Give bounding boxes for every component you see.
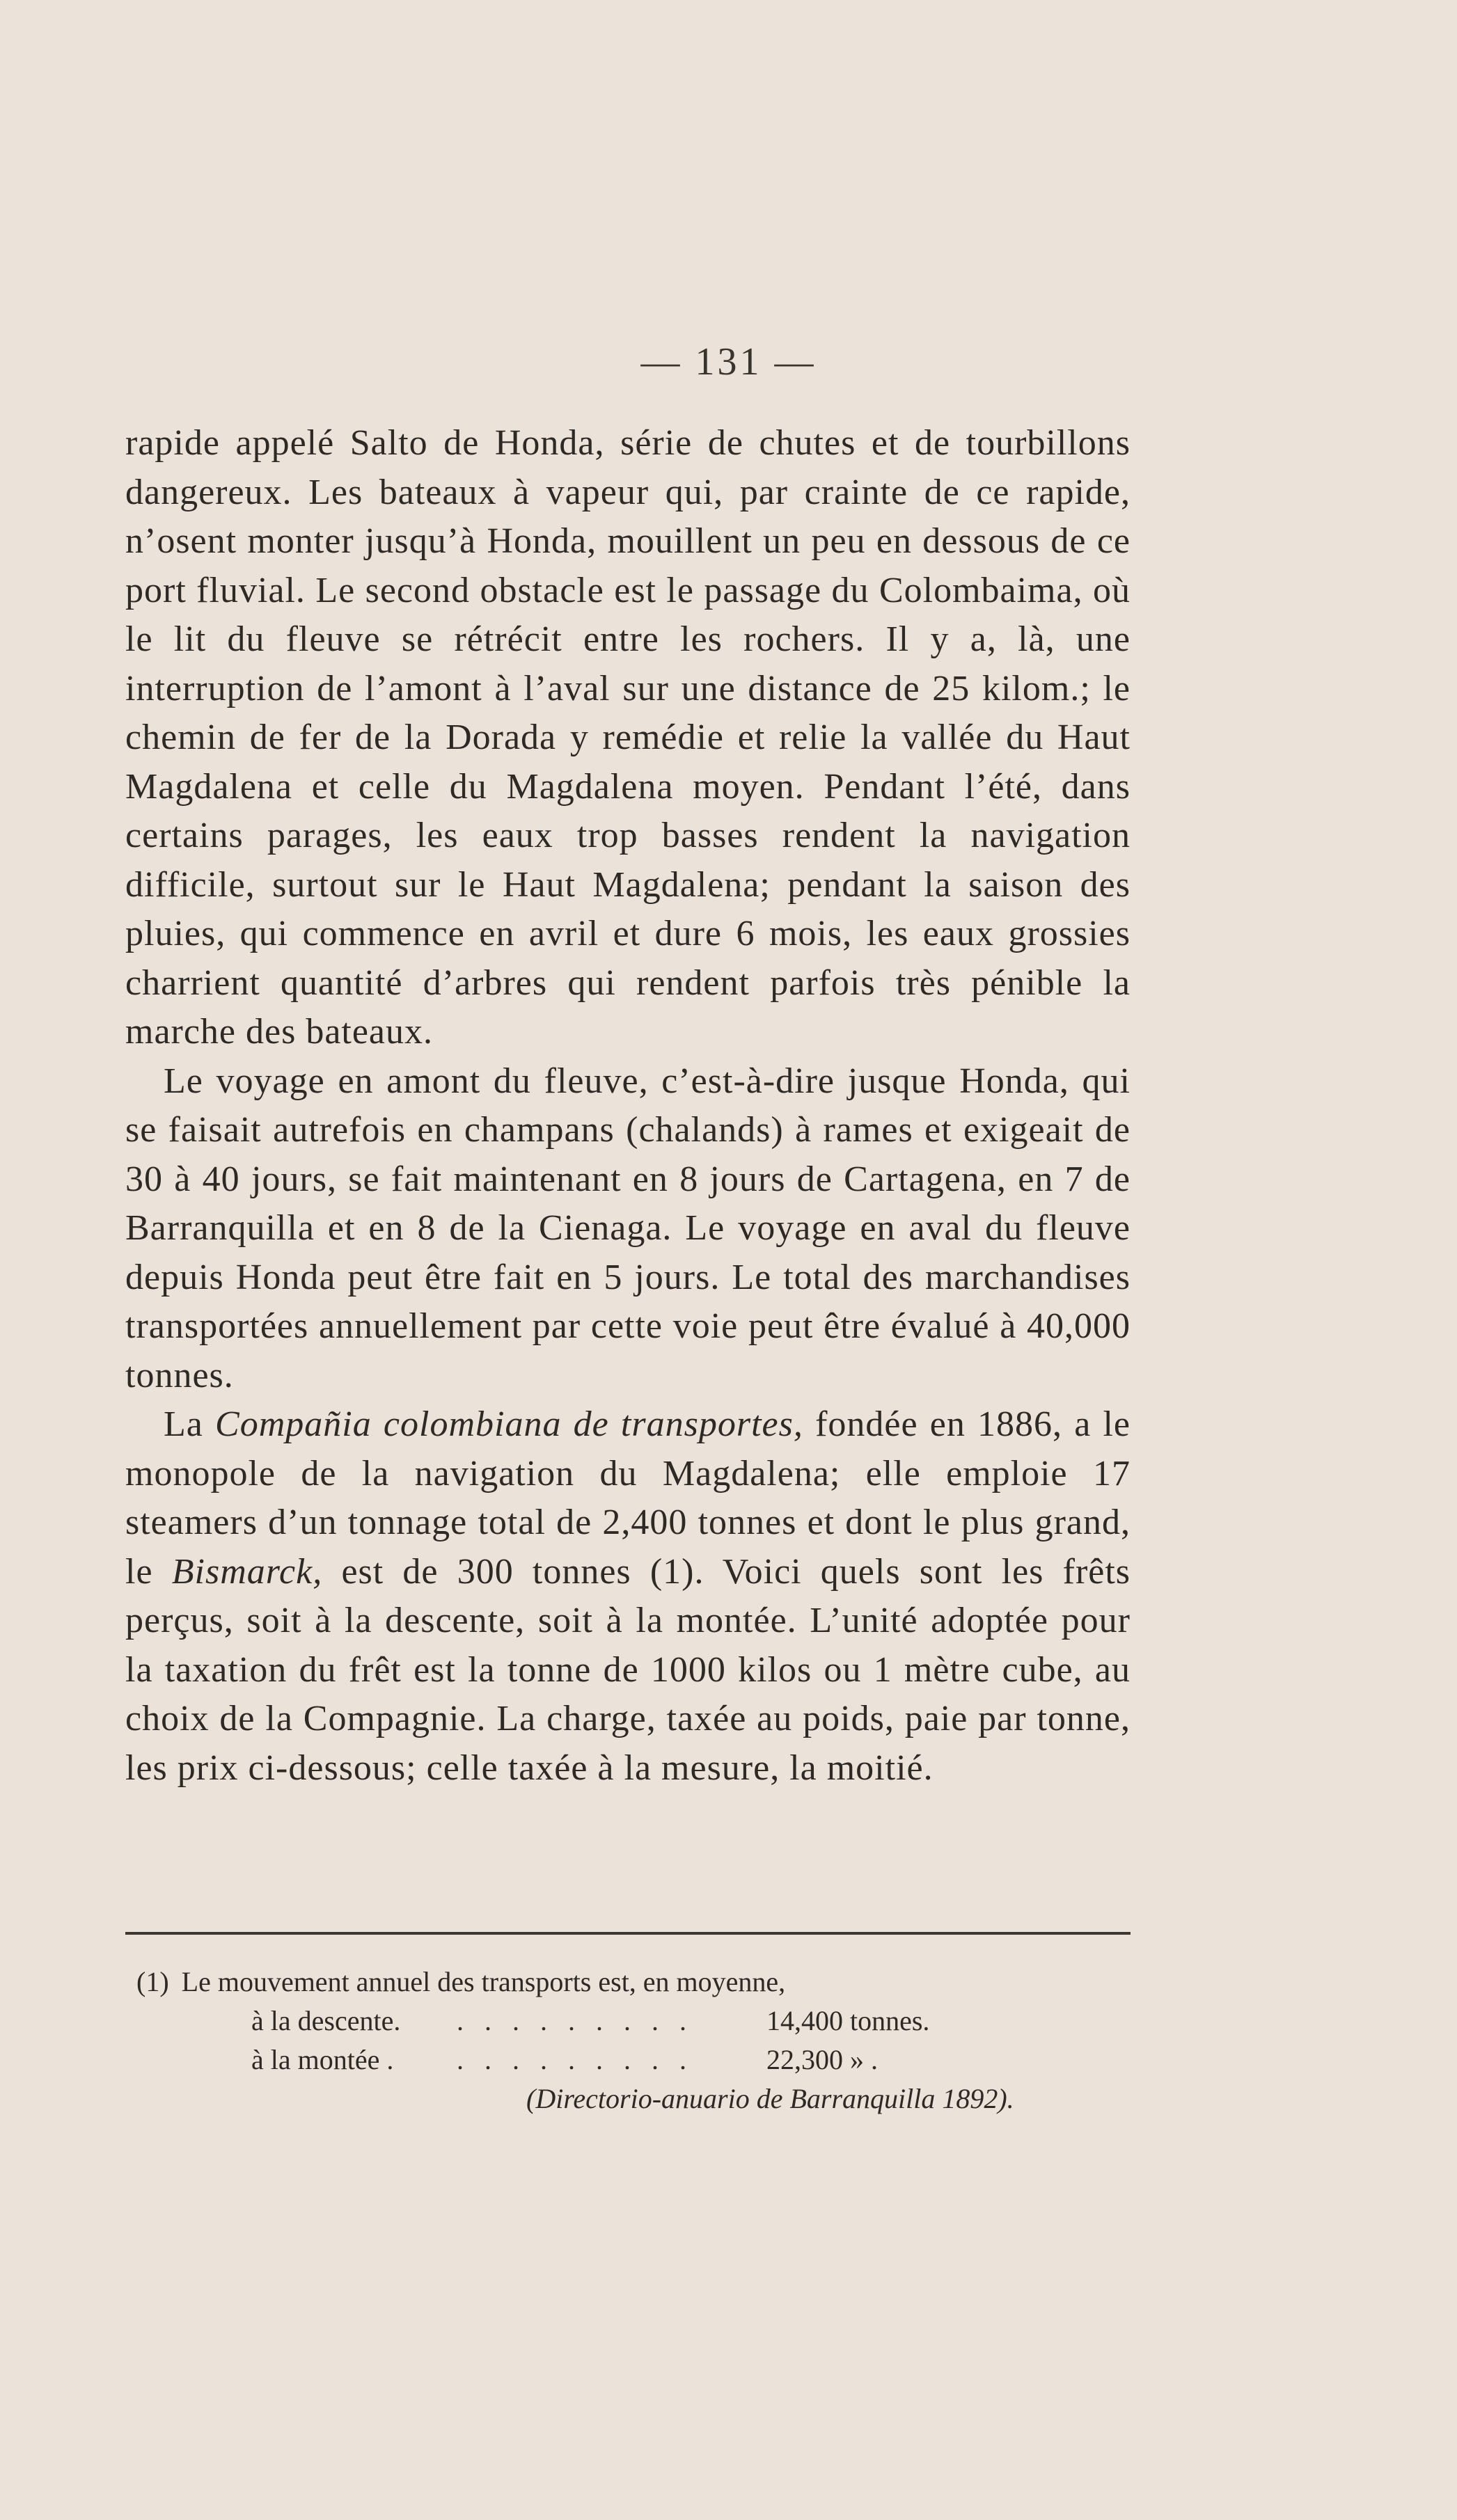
paragraph-3 [125, 1400, 1131, 1793]
paragraph-3-end: est de 300 tonnes (1). Voici quels sont les frêts perçus, soit à la descente, soit à la montée. L’unité adoptée pour la taxation du frêt est la tonne de 1000 kilos ou 1 mètre cube, au choix de la Compagnie. La charge, taxée au poids, paie par tonne, les prix ci-dessous; celle taxée à la mesure, la moitié. [125, 1551, 1131, 1788]
footnote [136, 1963, 1131, 2118]
ship-name: Bismarck, [171, 1551, 323, 1592]
paragraph-1: rapide appelé Salto de Honda, série de chutes et de tourbillons dangereux. Les bateaux à vapeur qui, par crainte de ce rapide, n’osent monter jusqu’à Honda, mouillent un peu en dessous de ce port fluvial. Le second obstacle est le passage du Colombaima, où le lit du fleuve se rétrécit entre les rochers. Il y a, là, une interruption de l’amont à l’aval sur une distance de 25 kilom.; le chemin de fer de la Dorada y remédie et relie la vallée du Haut Magdalena et celle du Magdalena moyen. Pendant l’été, dans certains parages, les eaux trop basses rendent la navigation difficile, surtout sur le Haut Magdalena; pendant la saison des pluies, qui commence en avril et dure 6 mois, les eaux grossies charrient quantité d’arbres qui rendent parfois très pénible la marche des bateaux. [125, 423, 1131, 1052]
footnote-row-dots: . . . . . . . . . [457, 2044, 693, 2075]
footnote-intro-line [136, 1963, 1131, 2002]
footnote-row-label: à la montée . [251, 2044, 394, 2075]
footnote-source: (Directorio-anuario de Barranquilla 1892). [526, 2083, 1014, 2114]
footnote-row [136, 2040, 1131, 2079]
body-text [125, 419, 1131, 1793]
footnote-row-value: 22,300 » . [766, 2044, 878, 2075]
footnote-row-dots: . . . . . . . . . [457, 2005, 693, 2036]
paragraph-3-start: La [164, 1404, 203, 1444]
footnote-marker: (1) [136, 1966, 169, 1997]
page-number: — 131 — [640, 340, 817, 383]
footnote-row-label: à la descente. [251, 2005, 401, 2036]
footnote-divider [125, 1932, 1131, 1935]
company-name: Compañia colombiana de transportes, [215, 1404, 803, 1444]
footnote-row-value: 14,400 tonnes. [766, 2005, 930, 2036]
footnote-row [136, 2002, 1131, 2040]
paragraph-2: Le voyage en amont du fleuve, c’est-à-dire jusque Honda, qui se faisait autrefois en champans (chalands) à rames et exigeait de 30 à 40 jours, se fait maintenant en 8 jours de Cartagena, en 7 de Barranquilla et en 8 de la Cienaga. Le voyage en aval du fleuve depuis Honda peut être fait en 5 jours. Le total des marchandises transportées annuellement par cette voie peut être évalué à 40,000 tonnes. [125, 1061, 1131, 1395]
footnote-intro: Le mouvement annuel des transports est, en moyenne, [181, 1966, 786, 1997]
paragraph-3-middle: fondée en 1886, a le monopole de la navigation du Magdalena; elle emploie 17 steamers d’un tonnage total de 2,400 tonnes et dont le plus grand, le [125, 1404, 1131, 1592]
